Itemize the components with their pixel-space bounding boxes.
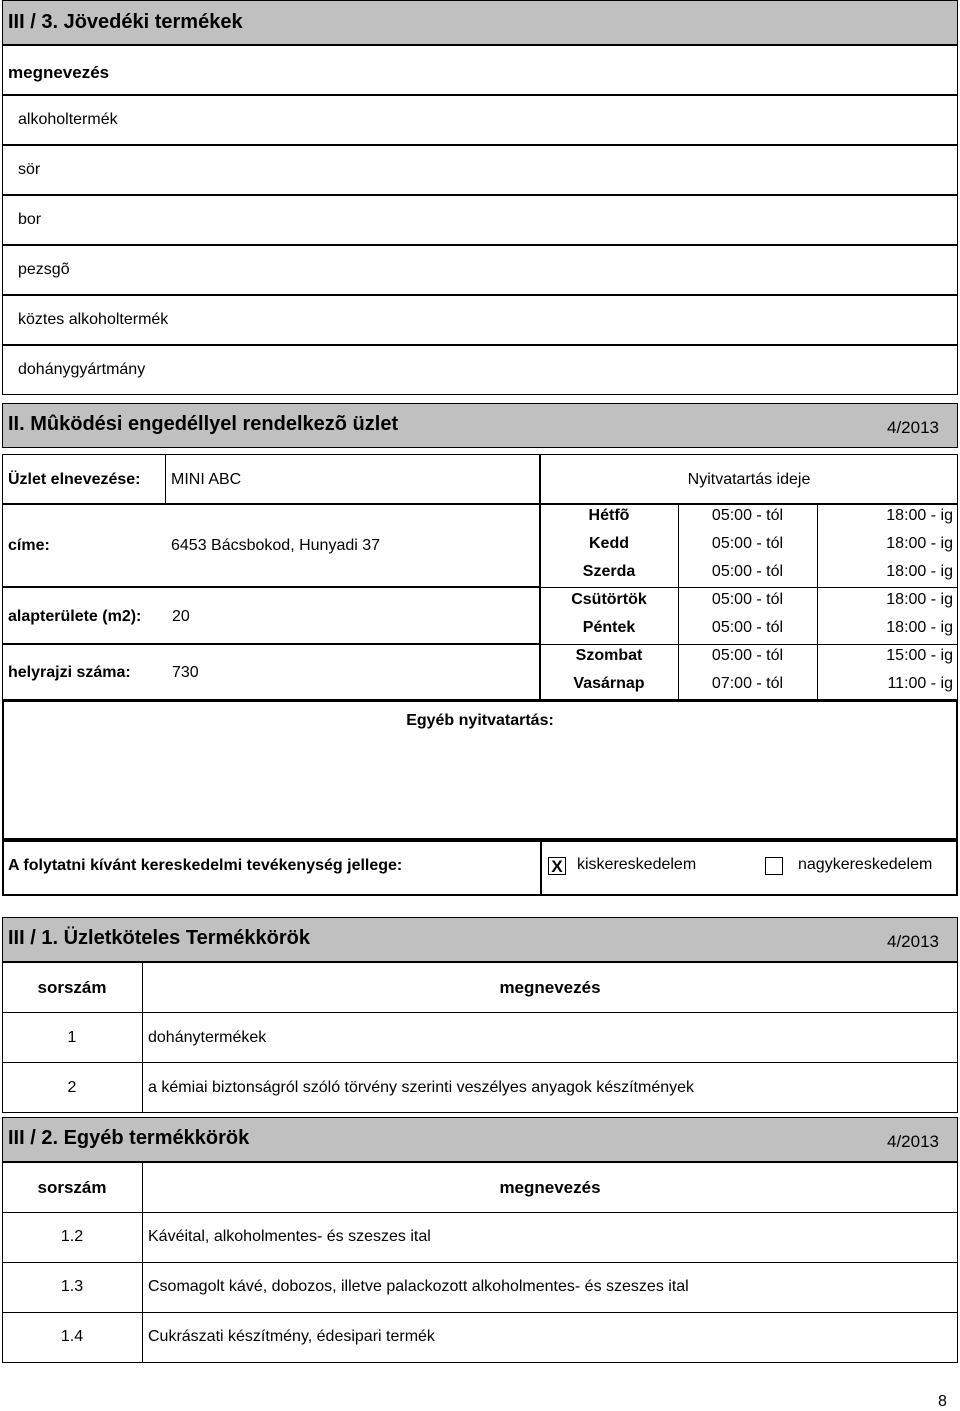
- section-date-shop: 4/2013: [887, 418, 939, 437]
- hours-to: 18:00 - ig: [886, 591, 953, 608]
- excise-col-name: megnevezés: [8, 63, 110, 82]
- hours-to: 15:00 - ig: [886, 647, 953, 664]
- hours-day: Szerda: [582, 563, 636, 580]
- list-item: [2, 145, 958, 195]
- table-row-no: 1.4: [60, 1328, 84, 1345]
- row-marker: [2, 345, 12, 346]
- table-row-name: Kávéital, alkoholmentes- és szeszes ital: [148, 1228, 431, 1245]
- other-col-name: megnevezés: [499, 1178, 601, 1197]
- other-hours-label: Egyéb nyitvatartás:: [406, 712, 554, 729]
- address-value: 6453 Bácsbokod, Hunyadi 37: [171, 537, 381, 554]
- table-row-no: 1.3: [60, 1278, 84, 1295]
- list-item: [2, 345, 958, 395]
- hours-day: Vasárnap: [573, 675, 645, 692]
- hours-day: Péntek: [582, 619, 636, 636]
- hours-to: 18:00 - ig: [886, 507, 953, 524]
- list-item: [2, 245, 958, 295]
- excise-item-label: köztes alkoholtermék: [18, 311, 169, 328]
- hours-day: Csütörtök: [571, 591, 647, 608]
- table-row-name: a kémiai biztonságról szóló törvény szerinti veszélyes anyagok készítmények: [148, 1079, 695, 1096]
- hours-title: Nyitvatartás ideje: [687, 471, 811, 488]
- hours-from: 07:00 - tól: [711, 675, 784, 692]
- table-row-name: Csomagolt kávé, dobozos, illetve palackozott alkoholmentes- és szeszes ital: [148, 1278, 689, 1295]
- retail-label: kiskereskedelem: [577, 856, 697, 873]
- hours-to: 18:00 - ig: [886, 619, 953, 636]
- excise-item-label: dohánygyártmány: [18, 361, 146, 378]
- section-title-shop: II. Mûködési engedéllyel rendelkezõ üzlet: [8, 413, 399, 435]
- table-row-no: 2: [67, 1079, 77, 1096]
- section-title-licensed: III / 1. Üzletköteles Termékkörök: [8, 927, 310, 949]
- licensed-col-no: sorszám: [37, 978, 107, 997]
- hours-day: Kedd: [589, 535, 629, 552]
- area-value: 20: [172, 608, 190, 625]
- section-date-licensed: 4/2013: [887, 932, 939, 951]
- address-label: címe:: [8, 537, 50, 554]
- row-marker: [2, 195, 12, 196]
- table-row-no: 1.2: [60, 1228, 84, 1245]
- row-marker: [2, 245, 12, 246]
- hours-to: 18:00 - ig: [886, 563, 953, 580]
- hours-from: 05:00 - tól: [711, 507, 784, 524]
- plot-label: helyrajzi száma:: [8, 664, 131, 681]
- hours-from: 05:00 - tól: [711, 647, 784, 664]
- wholesale-checkbox[interactable]: [765, 857, 783, 875]
- row-marker: [2, 295, 12, 296]
- hours-from: 05:00 - tól: [711, 535, 784, 552]
- hours-from: 05:00 - tól: [711, 591, 784, 608]
- plot-value: 730: [172, 664, 199, 681]
- shop-name-label: Üzlet elnevezése:: [8, 471, 141, 488]
- excise-item-label: pezsgõ: [18, 261, 70, 278]
- section-date-other: 4/2013: [887, 1132, 939, 1151]
- list-item: [2, 195, 958, 245]
- excise-item-label: alkoholtermék: [18, 111, 118, 128]
- excise-item-label: sör: [18, 161, 41, 178]
- area-label: alapterülete (m2):: [8, 608, 142, 625]
- wholesale-label: nagykereskedelem: [798, 856, 933, 873]
- table-row-name: Cukrászati készítmény, édesipari termék: [148, 1328, 435, 1345]
- hours-day: Szombat: [575, 647, 643, 664]
- licensed-col-name: megnevezés: [499, 978, 601, 997]
- excise-column-header: [2, 45, 958, 95]
- retail-checkbox[interactable]: X: [548, 857, 566, 875]
- hours-from: 05:00 - tól: [711, 619, 784, 636]
- table-row-name: dohánytermékek: [148, 1029, 267, 1046]
- row-marker: [2, 145, 12, 146]
- excise-item-label: bor: [18, 211, 42, 228]
- hours-from: 05:00 - tól: [711, 563, 784, 580]
- hours-to: 11:00 - ig: [887, 675, 953, 692]
- hours-to: 18:00 - ig: [886, 535, 953, 552]
- section-title-excise: III / 3. Jövedéki termékek: [8, 11, 243, 33]
- activity-label: A folytatni kívánt kereskedelmi tevékenység jellege:: [8, 857, 403, 874]
- other-col-no: sorszám: [37, 1178, 107, 1197]
- table-row-no: 1: [67, 1029, 77, 1046]
- shop-name-value: MINI ABC: [171, 471, 242, 488]
- page-number: 8: [938, 1393, 947, 1410]
- list-item: [2, 95, 958, 145]
- hours-day: Hétfõ: [588, 507, 630, 524]
- section-title-other: III / 2. Egyéb termékkörök: [8, 1127, 250, 1149]
